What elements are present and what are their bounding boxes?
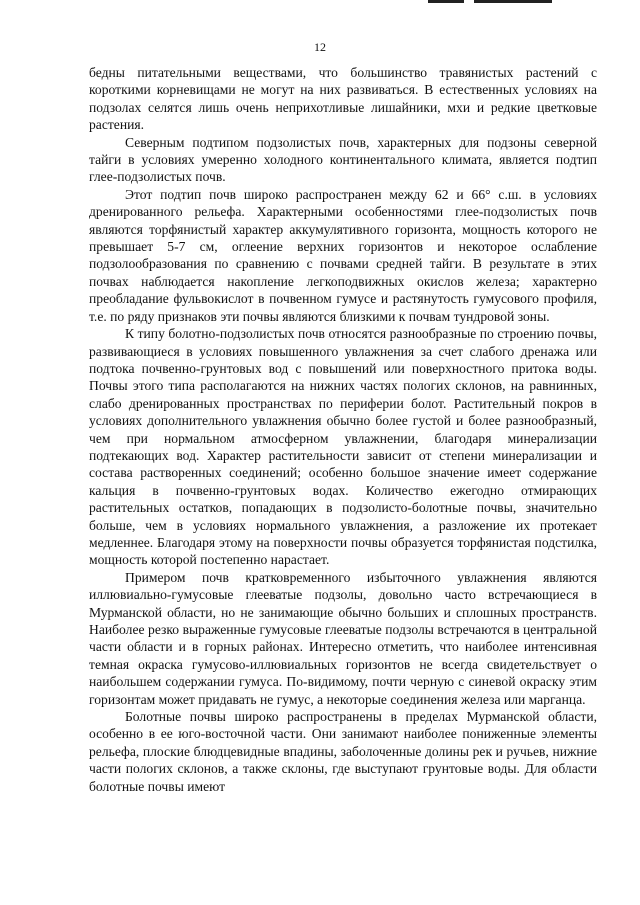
page-number: 12: [314, 40, 326, 54]
paragraph-bog-podzolic: К типу болотно-подзолистых почв относятся разнообразные по строению почвы, развивающиеся в условиях повышенного увлажнения за счет слабого дренажа или подтока почвенно-грунтовых вод с повышений или поверхностного притока воды. Почвы этого типа располагаются на нижних частях пологих склонов, на равнинных, слабо дренированных пространствах по периферии болот. Растительный покров в условиях дополнительного увлажнения обычно более густой и более разнообразный, чем при нормальном атмосферном увлажнении, благодаря минерализации подтекающих вод. Характер растительности зависит от степени минерализации и состава растворенных соединений; особенно большое значение имеет содержание кальция в почвенно-грунтовых водах. Количество ежегодно отмирающих растительных остатков, попадающих в подзолисто-болотные почвы, значительно больше, чем в условиях нормального увлажнения, а разложение их протекает медленнее. Благодаря этому на поверхности почвы образуется торфянистая подстилка, мощность которой постепенно нарастает.: [89, 326, 597, 568]
paragraph-gley-podzolic: Этот подтип почв широко распространен между 62 и 66° с.ш. в условиях дренированного рельефа. Характерными особенностями глее-подзолистых почв являются торфянистый характер аккумулятивного горизонта, мощность которого не превышает 5-7 см, оглеение верхних горизонтов и некоторое ослабление подзолообразования по сравнению с почвами средней тайги. В результате в этих почвах наблюдается накопление легкоподвижных окислов железа; характерно преобладание фульвокислот в почвенном гумусе и растянутость гумусового профиля, т.е. по ряду признаков эти почвы являются близкими к почвам тундровой зоны.: [89, 186, 597, 324]
paragraph-northern-subtype: Северным подтипом подзолистых почв, характерных для подзоны северной тайги в условиях умеренно холодного континентального климата, является подтип глее-подзолистых почв.: [89, 134, 597, 185]
header-rule-left: [428, 0, 464, 3]
header-rule-right: [474, 0, 552, 3]
paragraph-illuvial-humus: Примером почв кратковременного избыточного увлажнения являются иллювиально-гумусовые глееватые подзолы, довольно часто встречающиеся в Мурманской области, но не занимающие обычно больших и сплошных пространств. Наиболее резко выраженные гумусовые глееватые подзолы встречаются в центральной части области и в горных районах. Интересно отметить, что наиболее интенсивная темная окраска гумусово-иллювиальных горизонтов не всегда свидетельствует о наибольшем содержании гумуса. По-видимому, почти черную с синевой окраску этим горизонтам может придавать не гумус, а некоторые соединения железа или марганца.: [89, 569, 597, 707]
body-text: [89, 64, 597, 795]
paragraph-continuation: бедны питательными веществами, что большинство травянистых растений с короткими корневищами не могут на них развиваться. В естественных условиях на подзолах селятся лишь очень неприхотливые лишайники, мхи и редкие цветковые растения.: [89, 65, 597, 133]
paragraph-bog-soils: Болотные почвы широко распространены в пределах Мурманской области, особенно в ее юго-восточной части. Они занимают наиболее пониженные элементы рельефа, плоские блюдцевидные впадины, заболоченные долины рек и ручьев, нижние части пологих склонов, а также склоны, где выступают грунтовые воды. Для области болотные почвы имеют: [89, 709, 597, 794]
